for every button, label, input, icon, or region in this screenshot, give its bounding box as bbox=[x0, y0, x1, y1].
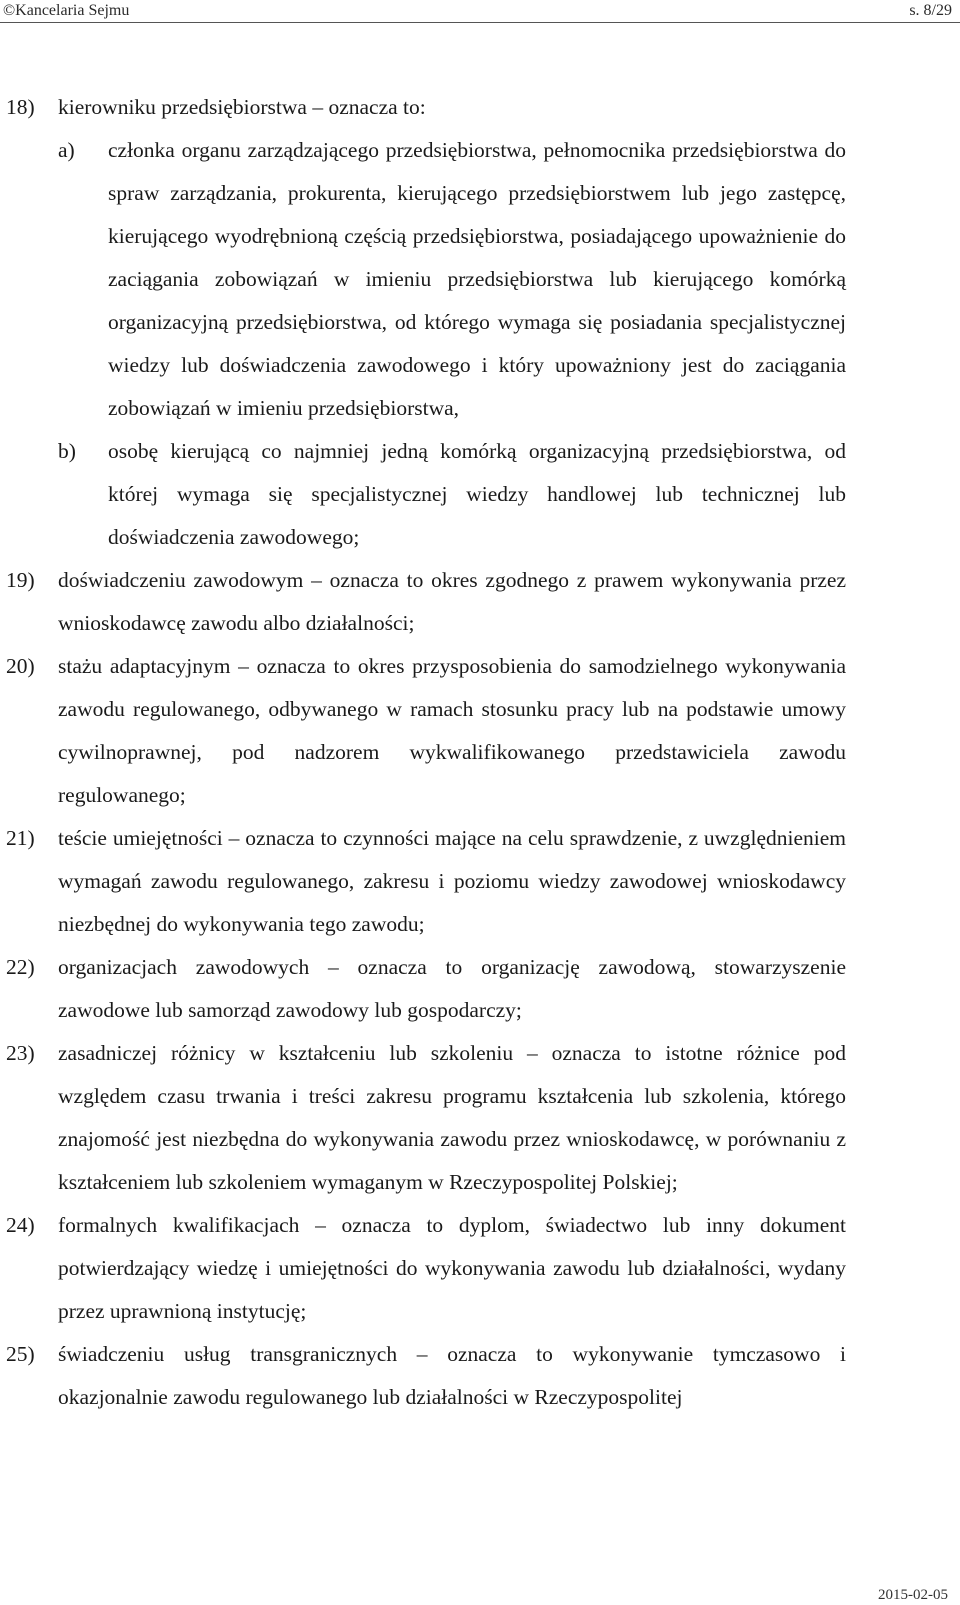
item-number: 24) bbox=[6, 1213, 35, 1237]
list-item-20 bbox=[0, 645, 960, 817]
item-text: doświadczeniu zawodowym – oznacza to okres zgodnego z prawem wykonywania przez wnioskodawcę zawodu albo działalności; bbox=[58, 568, 846, 635]
header-page-number: s. 8/29 bbox=[909, 2, 952, 19]
item-text: teście umiejętności – oznacza to czynności mające na celu sprawdzenie, z uwzględnieniem wymagań zawodu regulowanego, zakresu i poziomu wiedzy zawodowej wnioskodawcy niezbędnej do wykonywania tego zawodu; bbox=[58, 826, 846, 936]
list-item-21 bbox=[0, 817, 960, 946]
item-text: zasadniczej różnicy w kształceniu lub szkoleniu – oznacza to istotne różnice pod względem czasu trwania i treści zakresu programu kształcenia lub szkolenia, którego znajomość jest niezbędna do wykonywania zawodu przez wnioskodawcę, w porównaniu z kształceniem lub szkoleniem wymaganym w Rzeczypospolitej Polskiej; bbox=[58, 1041, 846, 1194]
item-number: a) bbox=[58, 138, 75, 162]
item-text: formalnych kwalifikacjach – oznacza to dyplom, świadectwo lub inny dokument potwierdzający wiedzę i umiejętności do wykonywania zawodu lub działalności, wydany przez uprawnioną instytucję; bbox=[58, 1213, 846, 1323]
item-number: b) bbox=[58, 439, 76, 463]
list-item-25 bbox=[0, 1333, 960, 1419]
item-number: 18) bbox=[6, 95, 35, 119]
item-text: stażu adaptacyjnym – oznacza to okres przysposobienia do samodzielnego wykonywania zawodu regulowanego, odbywanego w ramach stosunku pracy lub na podstawie umowy cywilnoprawnej, pod nadzorem wykwalifikowanego przedstawiciela zawodu regulowanego; bbox=[58, 654, 846, 807]
item-text: organizacjach zawodowych – oznacza to organizację zawodową, stowarzyszenie zawodowe lub samorząd zawodowy lub gospodarczy; bbox=[58, 955, 846, 1022]
list-item-24 bbox=[0, 1204, 960, 1333]
list-item-22 bbox=[0, 946, 960, 1032]
list-item-18 bbox=[0, 86, 960, 129]
item-text: członka organu zarządzającego przedsiębiorstwa, pełnomocnika przedsiębiorstwa do spraw zarządzania, prokurenta, kierującego przedsiębiorstwem lub jego zastępcę, kierującego wyodrębnioną częścią przedsiębiorstwa, posiadającego upoważnienie do zaciągania zobowiązań w imieniu przedsiębiorstwa lub kierującego komórką organizacyjną przedsiębiorstwa, od którego wymaga się posiadania specjalistycznej wiedzy lub doświadczenia zawodowego i który upoważniony jest do zaciągania zobowiązań w imieniu przedsiębiorstwa, bbox=[108, 138, 846, 420]
document-body bbox=[0, 86, 960, 1419]
item-number: 20) bbox=[6, 654, 35, 678]
item-number: 22) bbox=[6, 955, 35, 979]
header-copyright: ©Kancelaria Sejmu bbox=[3, 2, 130, 19]
list-item-18b bbox=[0, 430, 960, 559]
item-number: 19) bbox=[6, 568, 35, 592]
list-item-18a bbox=[0, 129, 960, 430]
footer-date: 2015-02-05 bbox=[878, 1587, 948, 1603]
list-item-23 bbox=[0, 1032, 960, 1204]
item-text: świadczeniu usług transgranicznych – oznacza to wykonywanie tymczasowo i okazjonalnie zawodu regulowanego lub działalności w Rzeczypospolitej bbox=[58, 1342, 846, 1409]
item-number: 25) bbox=[6, 1342, 35, 1366]
page-header bbox=[0, 0, 960, 23]
item-text: kierowniku przedsiębiorstwa – oznacza to: bbox=[58, 95, 426, 119]
list-item-19 bbox=[0, 559, 960, 645]
item-text: osobę kierującą co najmniej jedną komórką organizacyjną przedsiębiorstwa, od której wymaga się specjalistycznej wiedzy handlowej lub technicznej lub doświadczenia zawodowego; bbox=[108, 439, 846, 549]
item-number: 23) bbox=[6, 1041, 35, 1065]
item-number: 21) bbox=[6, 826, 35, 850]
